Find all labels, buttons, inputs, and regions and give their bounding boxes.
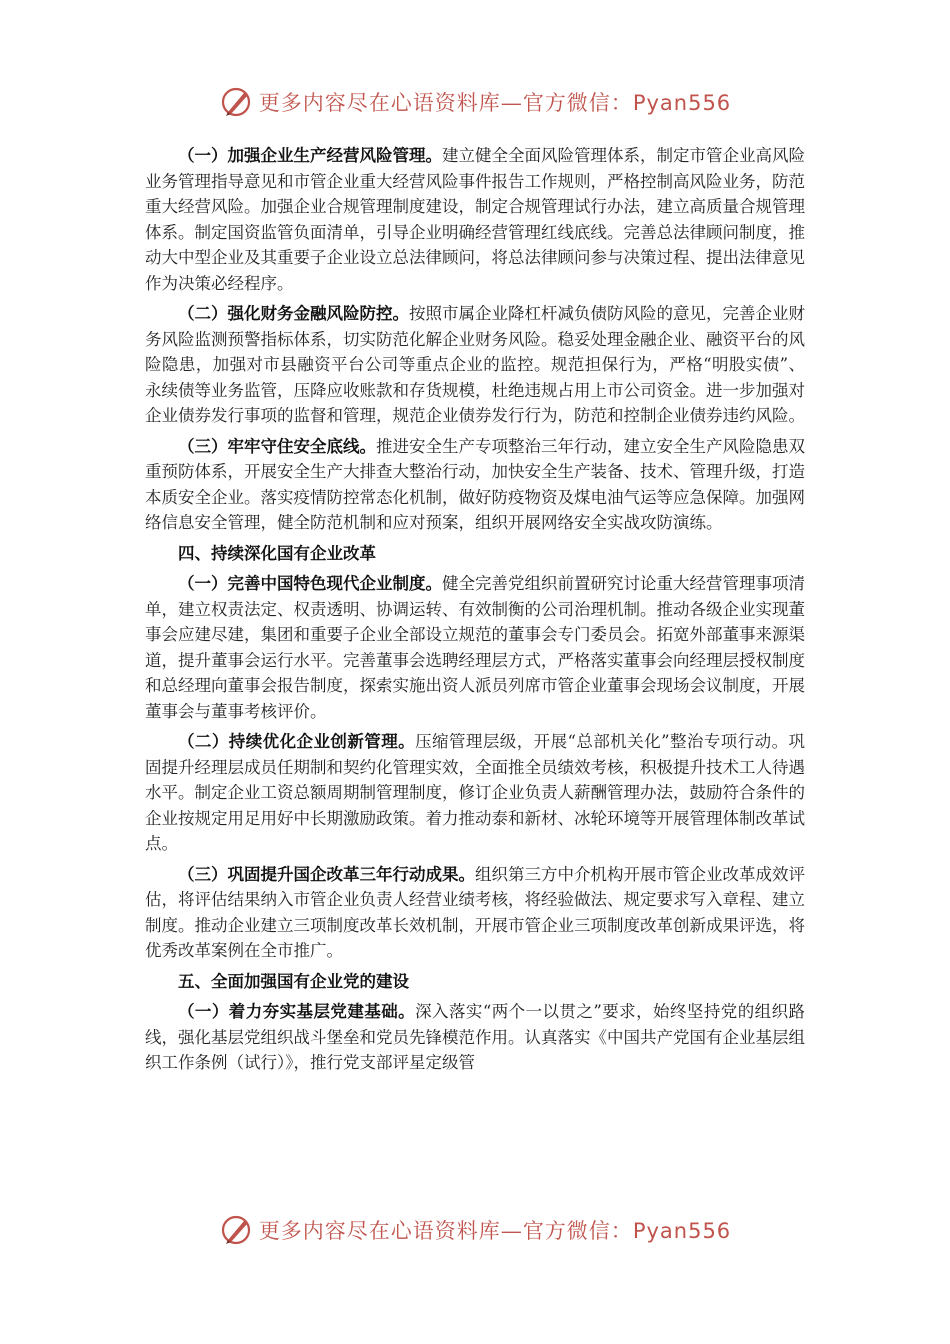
paragraph	[145, 571, 805, 724]
paragraph-body: 建立健全全面风险管理体系，制定市管企业高风险业务管理指导意见和市管企业重大经营风险事件报告工作规则，严格控制高风险业务，防范重大经营风险。加强企业合规管理制度建设，制定合规管理试行办法，建立高质量合规管理体系。制定国资监管负面清单，引导企业明确经营管理红线底线。完善总法律顾问制度，推动大中型企业及其重要子企业设立总法律顾问，将总法律顾问参与决策过程、提出法律意见作为决策必经程序。	[145, 146, 805, 293]
watermark-separator: —	[500, 91, 523, 115]
paragraph	[145, 143, 805, 296]
paragraph-body: 健全完善党组织前置研究讨论重大经营管理事项清单，建立权责法定、权责透明、协调运转、有效制衡的公司治理机制。推动各级企业实现董事会应建尽建，集团和重要子企业全部设立规范的董事会专门委员会。拓宽外部董事来源渠道，提升董事会运行水平。完善董事会选聘经理层方式，严格落实董事会向经理层授权制度和总经理向董事会报告制度，探索实施出资人派员列席市管企业董事会现场会议制度，开展董事会与董事考核评价。	[145, 574, 805, 721]
paragraph-body: 深入落实“两个一以贯之”要求，始终坚持党的组织路线，强化基层党组织战斗堡垒和党员先锋模范作用。认真落实《中国共产党国有企业基层组织工作条例（试行）》，推行党支部评星定级管	[145, 1002, 806, 1072]
section-heading: 四、持续深化国有企业改革	[178, 543, 376, 563]
paragraph-body: 组织第三方中介机构开展市管企业改革成效评估，将评估结果纳入市管企业负责人经营业绩考核，将经验做法、规定要求写入章程、建立制度。推动企业建立三项制度改革长效机制，开展市管企业三项制度改革创新成果评选，将优秀改革案例在全市推广。	[145, 864, 805, 960]
watermark-banner-bottom	[0, 1208, 950, 1252]
watermark-site-text: 更多内容尽在心语资料库	[258, 1219, 501, 1243]
pen-logo-icon	[219, 85, 253, 119]
paragraph	[145, 301, 805, 429]
paragraph-lead: （二）强化财务金融风险防控。	[178, 304, 409, 323]
paragraph	[145, 862, 805, 964]
watermark-banner-top	[0, 80, 950, 124]
paragraph	[145, 999, 805, 1076]
paragraph-lead: （三）巩固提升国企改革三年行动成果。	[178, 864, 475, 884]
paragraph-body: 压缩管理层级，开展“总部机关化”整治专项行动。巩固提升经理层成员任期制和契约化管理实效，全面推全员绩效考核，积极提升技术工人待遇水平。制定企业工资总额周期制管理制度，修订企业负责人薪酬管理办法，鼓励符合条件的企业按规定用足用好中长期激励政策。着力推动泰和新材、冰轮环境等开展管理体制改革试点。	[145, 732, 806, 853]
section-heading: 五、全面加强国有企业党的建设	[178, 971, 409, 991]
paragraph	[145, 434, 805, 536]
watermark-separator: —	[500, 1219, 523, 1243]
paragraph-body: 推进安全生产专项整治三年行动，建立安全生产风险隐患双重预防体系，开展安全生产大排查大整治行动，加快安全生产装备、技术、管理升级，打造本质安全企业。落实疫情防控常态化机制，做好防疫物资及煤电油气运等应急保障。加强网络信息安全管理，健全防范机制和应对预案，组织开展网络安全实战攻防演练。	[145, 436, 805, 532]
watermark-contact-label: 官方微信：	[522, 1219, 633, 1243]
watermark-site-text: 更多内容尽在心语资料库	[258, 91, 501, 115]
paragraph-lead: （二）持续优化企业创新管理。	[178, 732, 416, 751]
paragraph	[145, 729, 805, 857]
paragraph-lead: （一）完善中国特色现代企业制度。	[178, 574, 442, 593]
watermark-contact-id: Pyan556	[632, 91, 732, 115]
pen-logo-icon	[219, 1213, 253, 1247]
paragraph-lead: （三）牢牢守住安全底线。	[178, 436, 376, 456]
document-body	[145, 143, 805, 1081]
watermark-contact-id: Pyan556	[632, 1219, 732, 1243]
paragraph-lead: （一）加强企业生产经营风险管理。	[178, 146, 442, 165]
paragraph-body: 按照市属企业降杠杆减负债防风险的意见，完善企业财务风险监测预警指标体系，切实防范化解企业财务风险。稳妥处理金融企业、融资平台的风险隐患，加强对市县融资平台公司等重点企业的监控。规范担保行为，严格“明股实债”、永续债等业务监管，压降应收账款和存货规模，杜绝违规占用上市公司资金。进一步加强对企业债券发行事项的监督和管理，规范企业债券发行行为，防范和控制企业债券违约风险。	[145, 304, 805, 425]
watermark-contact-label: 官方微信：	[522, 91, 633, 115]
paragraph-lead: （一）着力夯实基层党建基础。	[178, 1002, 416, 1021]
